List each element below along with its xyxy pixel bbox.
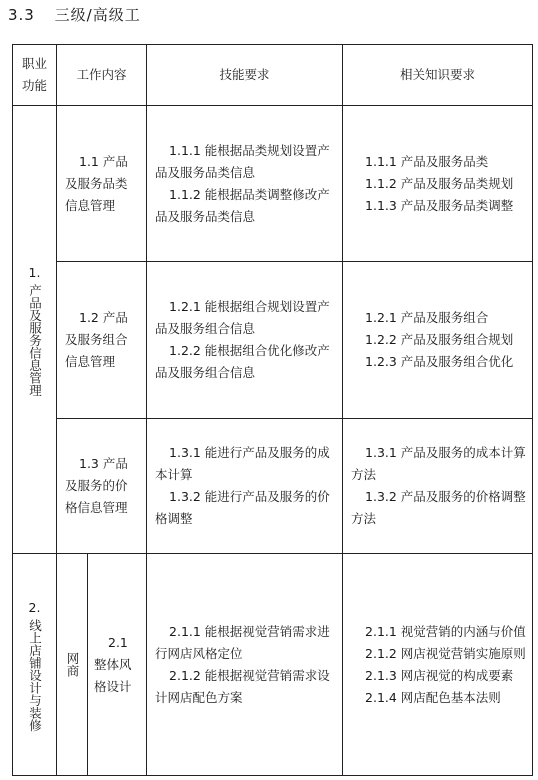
table-row [13, 262, 533, 419]
work-cell: 1.1 产品及服务品类信息管理 [57, 106, 147, 262]
work-cell: 1.2 产品及服务组合信息管理 [57, 262, 147, 419]
function-number: 1. [28, 265, 41, 281]
header-function: 职业功能 [13, 45, 57, 106]
function-cell [13, 554, 57, 776]
skill-cell: 2.1.1 能根据视觉营销需求进行网店风格定位 2.1.2 能根据视觉营销需求设计网店配色方案 [147, 554, 343, 776]
table-row [13, 106, 533, 262]
sub-label-cell [57, 554, 88, 776]
section-title: 三级/高级工 [54, 6, 141, 24]
header-skill: 技能要求 [147, 45, 343, 106]
header-knowledge: 相关知识要求 [343, 45, 533, 106]
sub-label: 网商 [65, 652, 80, 677]
skills-table [12, 44, 533, 776]
table-row [13, 419, 533, 554]
work-cell: 2.1 整体风格设计 [88, 554, 147, 776]
section-heading [8, 4, 141, 25]
knowledge-cell: 1.1.1 产品及服务品类 1.1.2 产品及服务品类规划 1.1.3 产品及服务品类调整 [343, 106, 533, 262]
knowledge-cell: 1.3.1 产品及服务的成本计算方法 1.3.2 产品及服务的价格调整方法 [343, 419, 533, 554]
header-work: 工作内容 [57, 45, 147, 106]
function-cell [13, 106, 57, 554]
function-name: 产品及服务信息管理 [27, 284, 43, 397]
work-cell: 1.3 产品及服务的价格信息管理 [57, 419, 147, 554]
knowledge-cell: 1.2.1 产品及服务组合 1.2.2 产品及服务组合规划 1.2.3 产品及服务组合优化 [343, 262, 533, 419]
section-number: 3.3 [8, 6, 35, 24]
table-header-row [13, 45, 533, 106]
knowledge-cell: 2.1.1 视觉营销的内涵与价值 2.1.2 网店视觉营销实施原则 2.1.3 网店视觉的构成要素 2.1.4 网店配色基本法则 [343, 554, 533, 776]
function-number: 2. [28, 600, 41, 616]
function-name: 线上店铺设计与装修 [27, 619, 43, 732]
skill-cell: 1.1.1 能根据品类规划设置产品及服务品类信息 1.1.2 能根据品类调整修改产品及服务品类信息 [147, 106, 343, 262]
skill-cell: 1.3.1 能进行产品及服务的成本计算 1.3.2 能进行产品及服务的价格调整 [147, 419, 343, 554]
table-row [13, 554, 533, 776]
skill-cell: 1.2.1 能根据组合规划设置产品及服务组合信息 1.2.2 能根据组合优化修改产品及服务组合信息 [147, 262, 343, 419]
